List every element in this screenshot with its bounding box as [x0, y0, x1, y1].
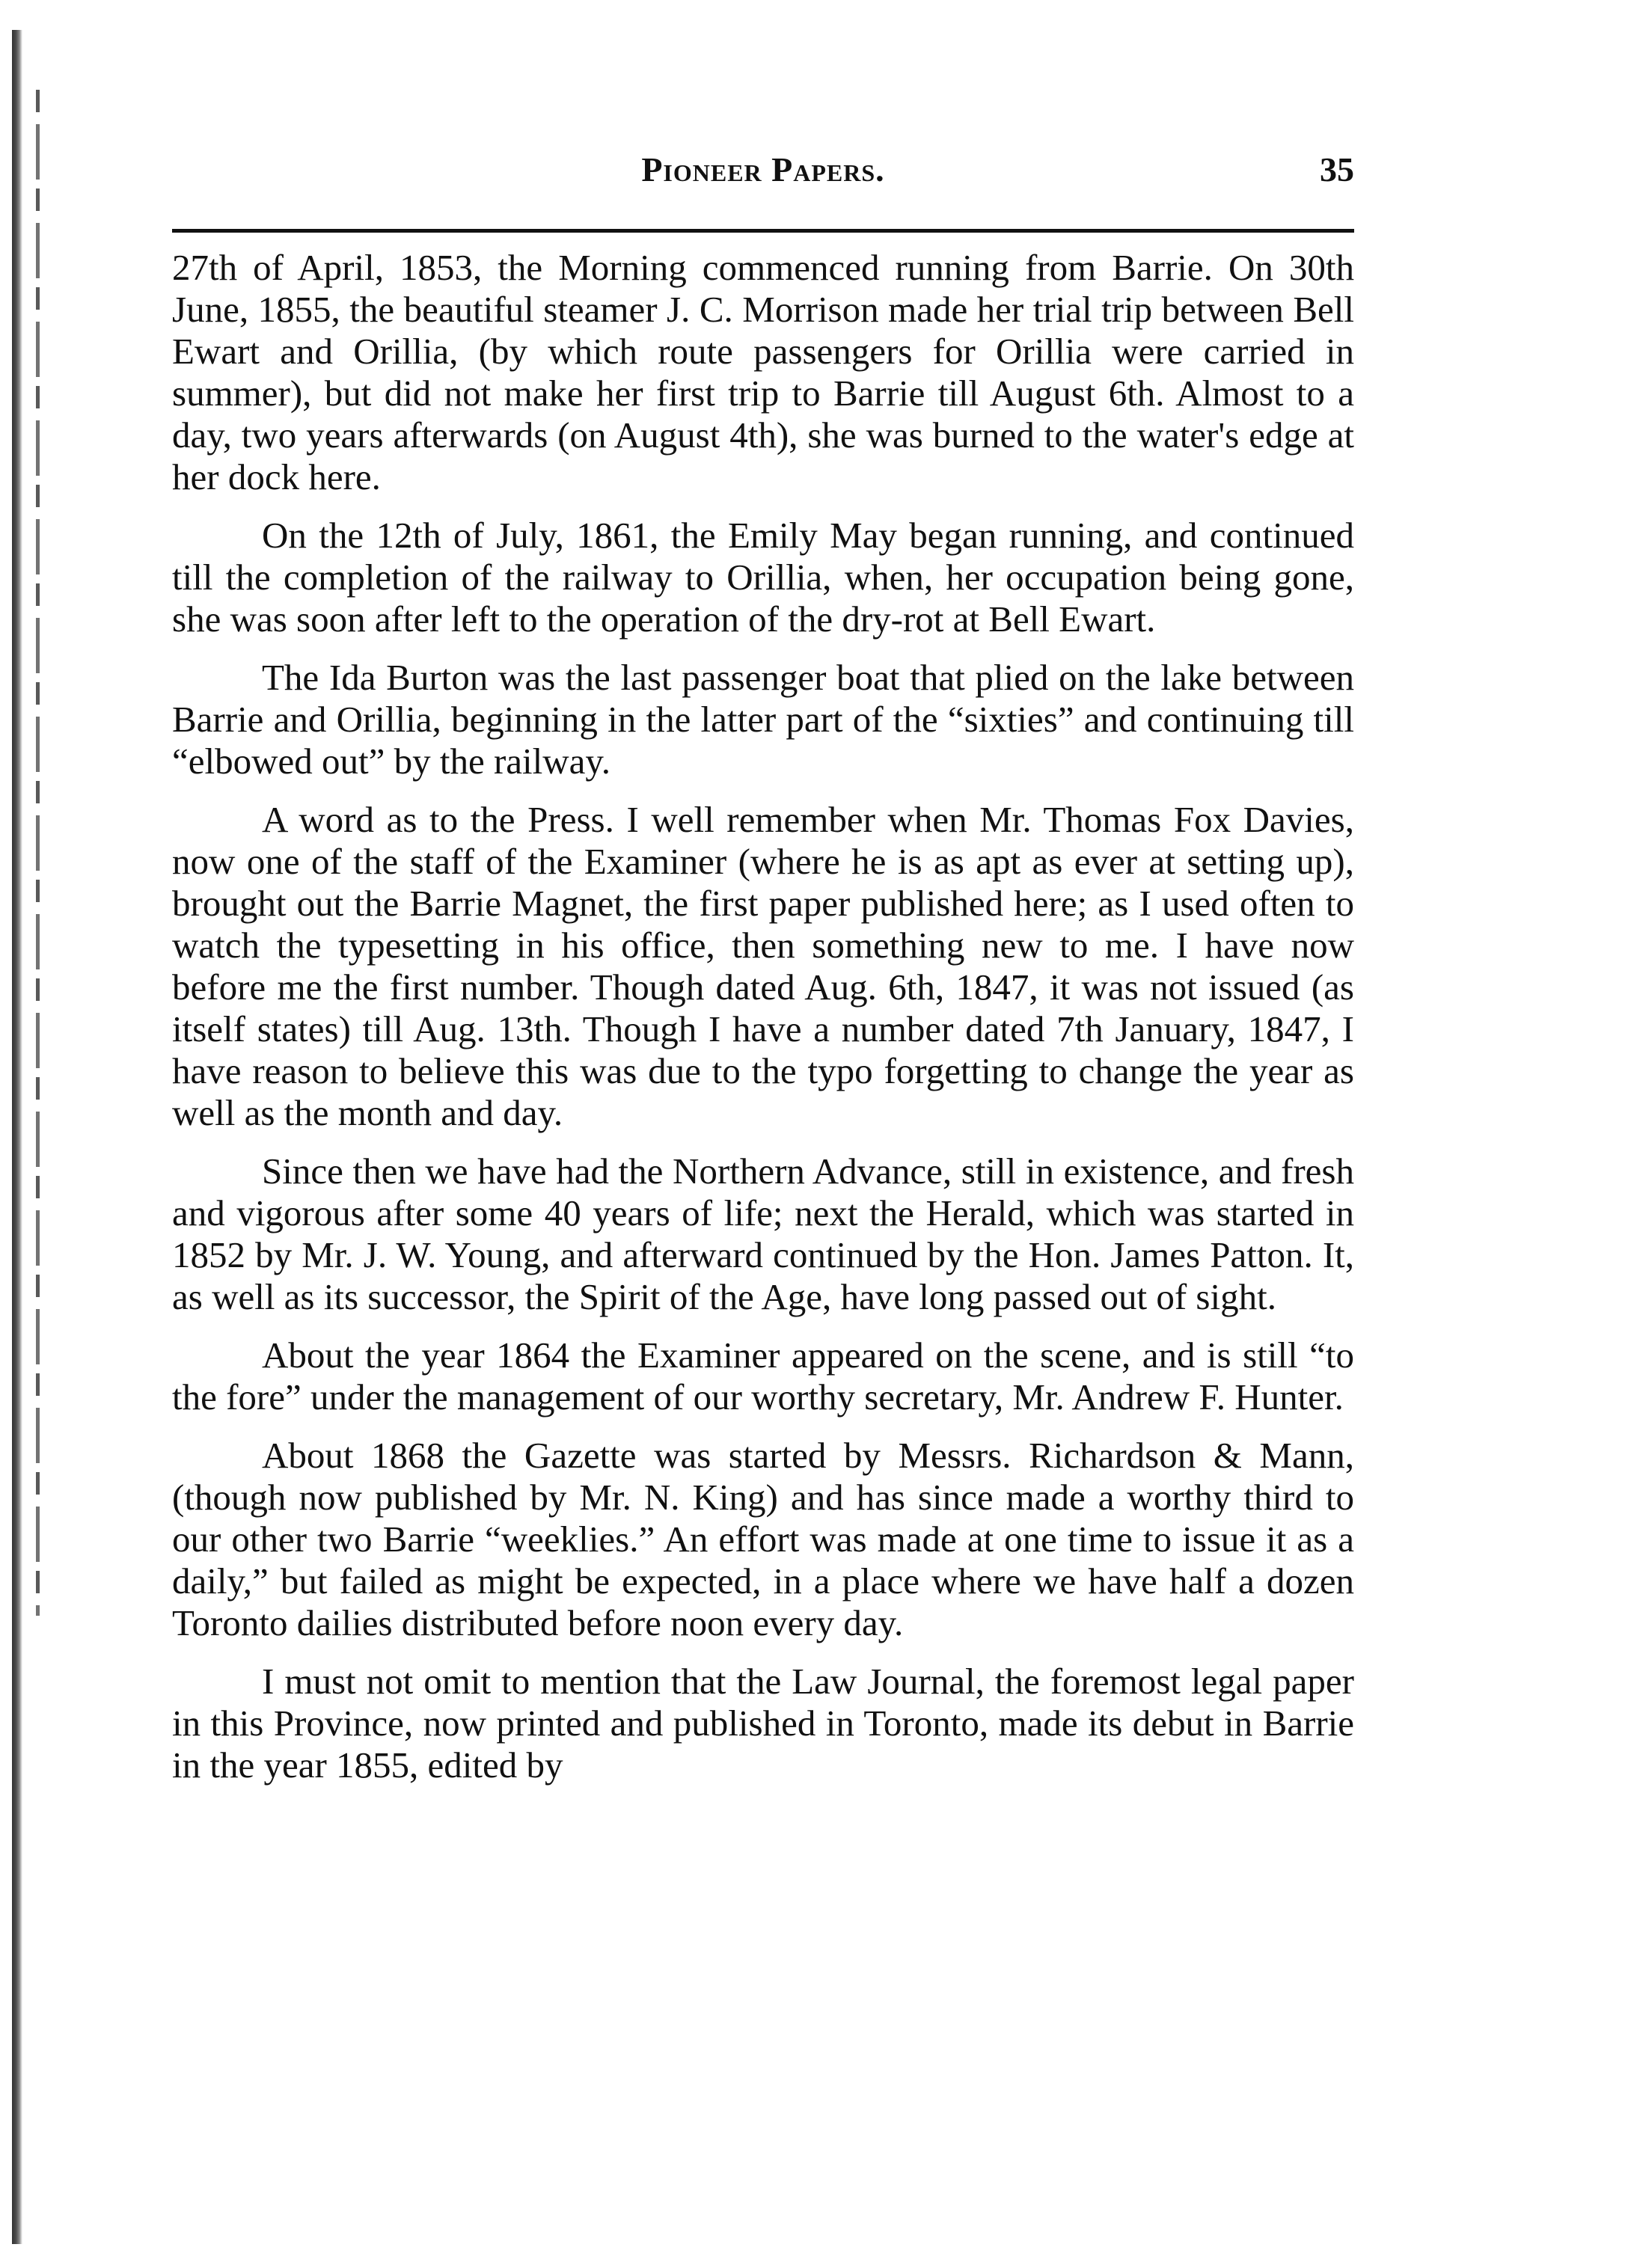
paragraph: 27th of April, 1853, the Morning commenced running from Barrie. On 30th June, 1855, the beautiful steamer J. C. Morrison made her trial trip between Bell Ewart and Orillia, (by which route passengers for Orillia were carried in summer), but did not make her first trip to Barrie till August 6th. Almost to a day, two years afterwards (on August 4th), she was burned to the water's edge at her dock here. — [172, 247, 1354, 497]
paragraph: A word as to the Press. I well remember when Mr. Thomas Fox Davies, now one of the staff of the Examiner (where he is as apt as ever at setting up), brought out the Barrie Magnet, the first paper published here; as I used often to watch the typesetting in his office, then something new to me. I have now before me the first number. Though dated Aug. 6th, 1847, it was not issued (as itself states) till Aug. 13th. Though I have a number dated 7th January, 1847, I have reason to believe this was due to the typo forgetting to change the year as well as the month and day. — [172, 799, 1354, 1133]
page-number: 35 — [1320, 150, 1354, 189]
binding-edge — [12, 30, 22, 2244]
running-head: Pioneer Papers. — [641, 150, 885, 189]
paragraph: On the 12th of July, 1861, the Emily May began running, and continued till the completion of the railway to Orillia, when, her occupation being gone, she was soon after left to the operation of the dry-rot at Bell Ewart. — [172, 515, 1354, 640]
body-text — [172, 247, 1354, 1803]
paragraph: The Ida Burton was the last passenger boat that plied on the lake between Barrie and Orillia, beginning in the latter part of the “sixties” and continuing till “elbowed out” by the railway. — [172, 657, 1354, 782]
header-rule — [172, 229, 1354, 233]
paragraph: I must not omit to mention that the Law Journal, the foremost legal paper in this Province, now printed and published in Toronto, made its debut in Barrie in the year 1855, edited by — [172, 1661, 1354, 1786]
binding-shadow — [36, 90, 40, 1616]
paragraph: Since then we have had the Northern Advance, still in existence, and fresh and vigorous after some 40 years of life; next the Herald, which was started in 1852 by Mr. J. W. Young, and afterward continued by the Hon. James Patton. It, as well as its successor, the Spirit of the Age, have long passed out of sight. — [172, 1150, 1354, 1317]
page-header — [172, 150, 1354, 194]
paragraph: About 1868 the Gazette was started by Messrs. Richardson & Mann, (though now published by Mr. N. King) and has since made a worthy third to our other two Barrie “weeklies.” An effort was made at one time to issue it as a daily,” but failed as might be expected, in a place where we have half a dozen Toronto dailies distributed before noon every day. — [172, 1435, 1354, 1643]
paragraph: About the year 1864 the Examiner appeared on the scene, and is still “to the fore” under the management of our worthy secretary, Mr. Andrew F. Hunter. — [172, 1334, 1354, 1418]
